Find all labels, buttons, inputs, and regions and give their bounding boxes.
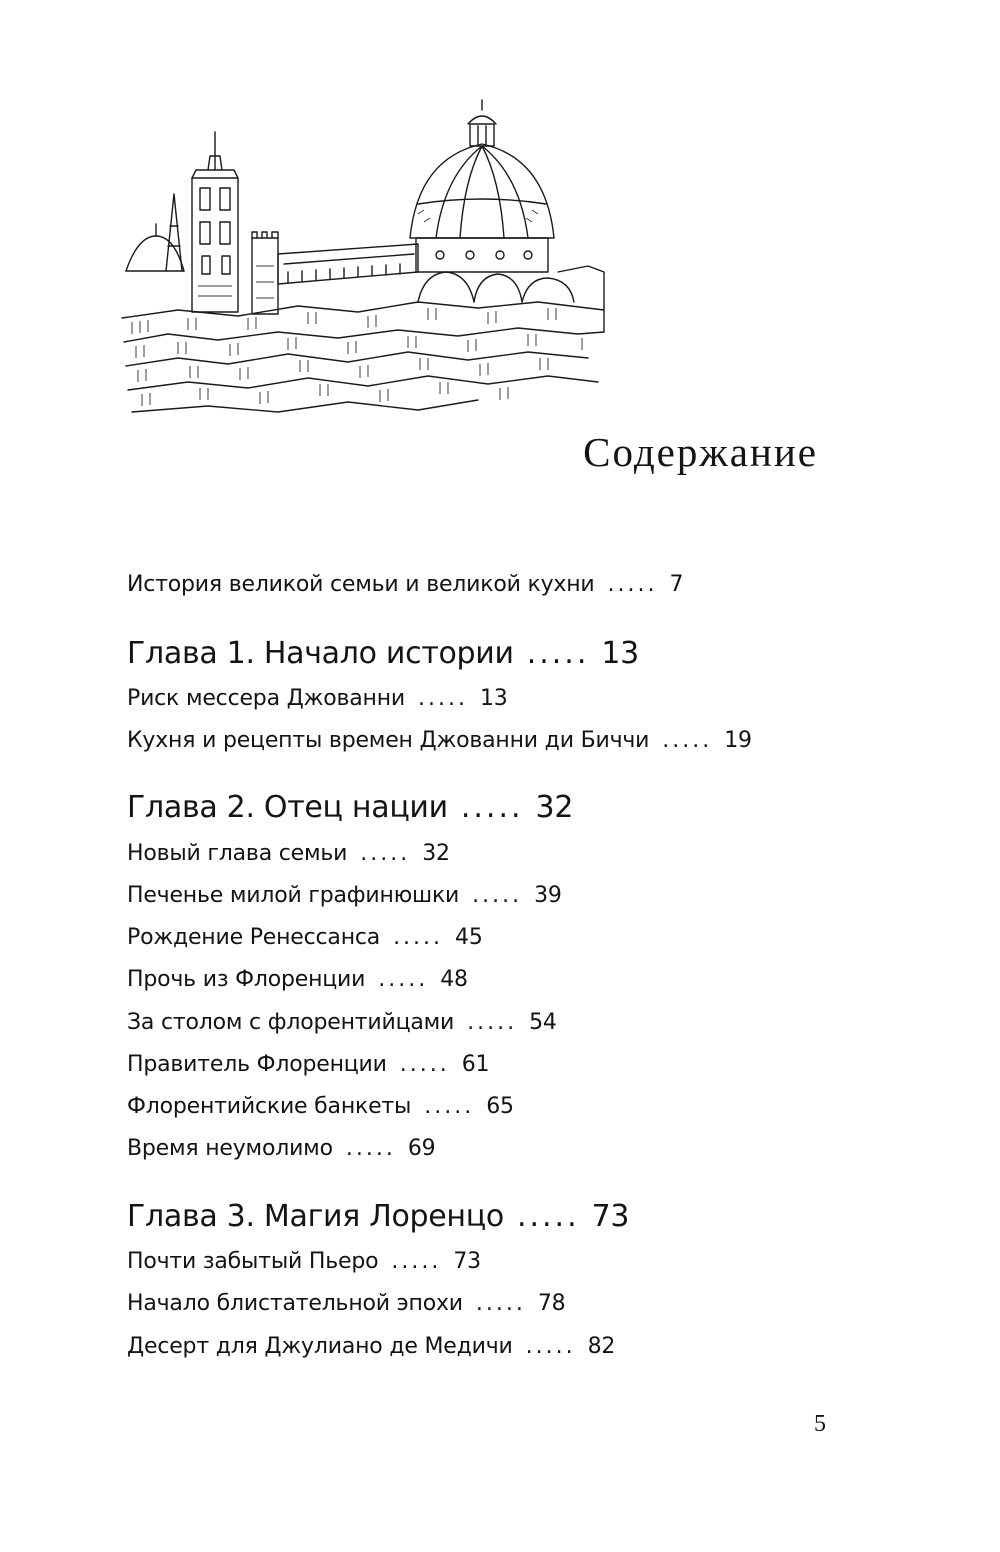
toc-chapter-title: Глава 1. Начало истории bbox=[127, 636, 514, 671]
toc-entry-page: 78 bbox=[537, 1291, 566, 1316]
toc-leader: ..... bbox=[424, 1094, 475, 1119]
toc-entry-page: 19 bbox=[724, 728, 752, 753]
toc-chapter-page: 13 bbox=[601, 636, 639, 671]
toc-entry-title: За столом с флорентийцами bbox=[127, 1010, 455, 1035]
toc-leader: ..... bbox=[378, 967, 429, 992]
toc-entry[interactable] bbox=[127, 841, 450, 866]
toc-entry-title: Рождение Ренессанса bbox=[127, 925, 381, 950]
toc-entry[interactable] bbox=[127, 1291, 565, 1316]
toc-entry-page: 39 bbox=[534, 883, 562, 908]
toc-entry-title: Десерт для Джулиано де Медичи bbox=[127, 1334, 513, 1359]
toc-entry-title: История великой семьи и великой кухни bbox=[127, 572, 595, 597]
toc-entry-page: 65 bbox=[486, 1094, 514, 1119]
toc-entry-page: 82 bbox=[587, 1334, 616, 1359]
toc-entry-page: 73 bbox=[453, 1249, 481, 1274]
toc-entry-title: Новый глава семьи bbox=[127, 841, 348, 866]
toc-entry-title: Печенье милой графинюшки bbox=[127, 883, 460, 908]
toc-entry[interactable] bbox=[127, 1094, 514, 1119]
toc-chapter-page: 32 bbox=[535, 790, 574, 825]
florence-skyline-illustration bbox=[118, 96, 608, 418]
toc-entry-title: Кухня и рецепты времен Джованни ди Биччи bbox=[127, 728, 650, 753]
toc-leader: ..... bbox=[607, 572, 658, 597]
toc-entry-title: Прочь из Флоренции bbox=[127, 967, 366, 992]
toc-entry-page: 13 bbox=[480, 686, 508, 711]
toc-entry-title: Риск мессера Джованни bbox=[127, 686, 406, 711]
toc-entry[interactable] bbox=[127, 883, 562, 908]
toc-chapter[interactable] bbox=[127, 636, 639, 671]
toc-entry-title: Начало блистательной эпохи bbox=[127, 1291, 463, 1316]
toc-leader: ..... bbox=[360, 841, 411, 866]
toc-entry-page: 45 bbox=[455, 925, 483, 950]
toc-chapter[interactable] bbox=[127, 790, 573, 825]
toc-entry[interactable] bbox=[127, 1010, 557, 1035]
toc-leader: ..... bbox=[475, 1291, 526, 1316]
toc-leader: ..... bbox=[516, 1199, 580, 1234]
toc-entry-page: 7 bbox=[669, 572, 684, 597]
toc-entry[interactable] bbox=[127, 686, 508, 711]
toc-leader: ..... bbox=[472, 883, 523, 908]
toc-entry-title: Почти забытый Пьеро bbox=[127, 1249, 379, 1274]
toc-entry[interactable] bbox=[127, 925, 483, 950]
toc-chapter-page: 73 bbox=[591, 1199, 630, 1234]
toc-leader: ..... bbox=[467, 1010, 518, 1035]
toc-entry[interactable] bbox=[127, 728, 752, 753]
toc-leader: ..... bbox=[418, 686, 468, 711]
contents-heading: Содержание bbox=[583, 429, 818, 475]
toc-chapter[interactable] bbox=[127, 1199, 629, 1234]
toc-leader: ..... bbox=[662, 728, 713, 753]
toc-entry-page: 32 bbox=[422, 841, 450, 866]
toc-leader: ..... bbox=[399, 1052, 450, 1077]
toc-entry[interactable] bbox=[127, 572, 683, 597]
toc-entry-title: Правитель Флоренции bbox=[127, 1052, 387, 1077]
toc-leader: ..... bbox=[460, 790, 524, 825]
toc-entry[interactable] bbox=[127, 967, 468, 992]
toc-entry-title: Время неумолимо bbox=[127, 1136, 333, 1161]
toc-leader: ..... bbox=[345, 1136, 396, 1161]
toc-chapter-title: Глава 2. Отец нации bbox=[127, 790, 448, 825]
toc-entry-page: 61 bbox=[461, 1052, 490, 1077]
toc-entry-page: 54 bbox=[529, 1010, 557, 1035]
toc-leader: ..... bbox=[393, 925, 444, 950]
toc-entry-page: 69 bbox=[407, 1136, 436, 1161]
toc-leader: ..... bbox=[391, 1249, 442, 1274]
toc-entry[interactable] bbox=[127, 1334, 615, 1359]
toc-chapter-title: Глава 3. Магия Лоренцо bbox=[127, 1199, 504, 1234]
toc-leader: ..... bbox=[526, 636, 590, 671]
page-number: 5 bbox=[814, 1411, 826, 1437]
toc-entry-page: 48 bbox=[440, 967, 468, 992]
toc-entry-title: Флорентийские банкеты bbox=[127, 1094, 412, 1119]
toc-leader: ..... bbox=[525, 1334, 576, 1359]
toc-entry[interactable] bbox=[127, 1249, 481, 1274]
toc-entry[interactable] bbox=[127, 1052, 489, 1077]
toc-entry[interactable] bbox=[127, 1136, 435, 1161]
